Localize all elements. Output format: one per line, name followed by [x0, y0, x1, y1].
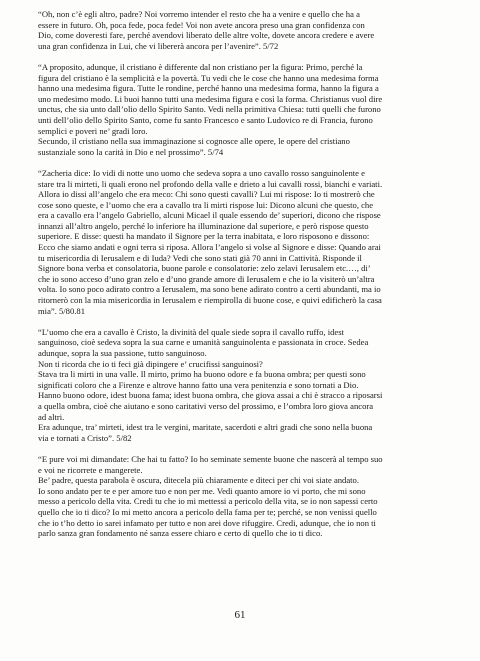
text-line: unti dell’olio dello Spirito Santo, come fu santo Francesco e santo Ludovico re di Francia, furono — [38, 114, 373, 125]
text-line: ritornerò con la mia misericordia in Ierusalem e riempirolla di buone cose, e quivi edificherò la casa — [38, 295, 382, 306]
text-line: Allora io dissi all’angelo che era meco: Chi sono questi cavalli? Lui mi rispose: Io ti mostrerò che — [38, 189, 375, 200]
text-line: Hanno buono odore, idest buona fama; idest buona ombra, che giova assai a chi è stracco a riposarsi — [38, 390, 383, 401]
page-number: 61 — [234, 609, 246, 621]
text-line: “Zacheria dice: Io vidi di notte uno uomo che sedeva sopra a uno cavallo rosso sanguinolente e — [38, 167, 365, 178]
text-line: Ecco che siamo andati e ogni terra si riposa. Allora l’angelo si volse al Signore e disse: Quando arai — [38, 242, 381, 253]
text-line: Be’ padre, questa parabola è oscura, ditecela più chiaramente e diteci per chi voi siate andato. — [38, 475, 360, 486]
text-line: ad altri. — [38, 411, 65, 422]
text-line: volta. Io sono poco adirato contro a Ierusalem, ma sono bene adirato contro a certi abundanti, ma io — [38, 284, 381, 295]
text-line: via e tornati a Cristo”. 5/82 — [38, 432, 132, 443]
text-line: semplici e poveri ne’ gradi loro. — [38, 125, 148, 136]
text-line: mia”. 5/80.81 — [38, 305, 86, 316]
text-line: era a cavallo era l’angelo Gabriello, alcuni Micael il quale essendo de’ superiori, dicono che rispose — [38, 210, 381, 221]
text-line: messo a pericolo della vita. Credi tu che io mi mettessi a pericolo della vita, se io non sapessi certo — [38, 496, 378, 507]
text-line: sustanziale sono la carità in Dio e nel prossimo”. 5/74 — [38, 146, 224, 157]
text-line: Signore bona verba et consolatoria, buone parole e consolatorie: zelo zelavi Ierusalem etc.…, di’ — [38, 263, 371, 274]
text-line: sanguinoso, cioè sedeva sopra la sua carne e umanità sanguinolenta e passionata in croce. Sedea — [38, 337, 369, 348]
text-body — [38, 9, 448, 539]
paragraph — [38, 9, 448, 51]
text-line: Non ti ricorda che io ti feci già dipingere e’ crucifissi sanguinosi? — [38, 358, 263, 369]
text-line: una gran confidenza in Lui, che vi libererà ancora per l’avenire”. 5/72 — [38, 40, 279, 51]
text-line: che io t’ho detto io sarei infamato per tutto e non arei dove rifuggire. Credi, adunque, che io non ti — [38, 517, 376, 528]
text-line: Era adunque, tra’ mirteti, idest tra le vergini, maritate, sacerdoti e altri gradi che sono nella buona — [38, 422, 373, 433]
text-line: unctus, che sia unto dall’olio dello Spirito Santo. Vedi nella primitiva Chiesa: tutti quelli che furono — [38, 104, 381, 115]
paragraph — [38, 62, 448, 157]
text-line: superiore. E disse: questi ha mandato il Signore per la terra inabitata, e loro risposono e dissono: — [38, 231, 370, 242]
text-line: significati coloro che a Firenze e altrove hanno fatto una vera penitenzia e sono tornati a Dio. — [38, 379, 359, 390]
text-line: uno medesimo modo. Li buoi hanno tutti una medesima figura e così la forma. Christianus vuol dire — [38, 93, 383, 104]
paragraph — [38, 168, 448, 316]
paragraph — [38, 454, 448, 539]
text-line: quello che io ti dico? Io mi metto ancora a pericolo della fama per te; perché, se non venissi quello — [38, 506, 377, 517]
text-line: “Oh, non c’è egli altro, padre? Noi vorremo intender el resto che ha a venire e quello che ha a — [38, 9, 360, 19]
text-line: cose sono queste, e l’uomo che era a cavallo tra li mirti rispose lui: Dicono alcuni che questo, che — [38, 199, 374, 210]
text-line: che io sono acceso d’uno gran zelo e d’uno grande amore di Ierusalem e che io la visiterò un’altra — [38, 273, 375, 284]
text-line: hanno una medesima figura. Tutte le rondine, perché hanno una medesima forma, hanno la figura a — [38, 83, 379, 94]
text-line: essere in futuro. Oh, poca fede, poca fede! Voi non avete ancora preso una gran confidenza con — [38, 19, 365, 30]
paragraph — [38, 327, 448, 444]
text-line: “A proposito, adunque, il cristiano è differente dal non cristiano per la figura: Primo, perché la — [38, 61, 363, 72]
text-line: Io sono andato per te e per amore tuo e non per me. Vedi quanto amore io vi porto, che mi sono — [38, 485, 366, 496]
text-line: e voi ne ricorrete e mangerete. — [38, 464, 143, 475]
text-line: Secundo, il cristiano nella sua immaginazione si cognosce alle opere, le opere del cristiano — [38, 136, 350, 147]
text-line: Dio, come doveresti fare, perché avendovi liberato delle altre volte, dovete ancora credere e avere — [38, 30, 375, 41]
text-line: Stava tra li mirti in una valle. Il mirto, primo ha buono odore e fa buona ombra; per questi sono — [38, 369, 366, 380]
text-line: “E pure voi mi dimandate: Che hai tu fatto? Io ho seminate semente buone che nascerà al tempo suo — [38, 453, 383, 464]
text-line: tu misericordia di Ierusalem e di Iuda? Vedi che sono stati già 70 anni in Cattività. Risponde il — [38, 252, 362, 263]
text-line: parlo sanza gran fondamento né sanza essere chiaro e certo di quello che io ti dico. — [38, 528, 323, 539]
text-line: stare tra li mirteti, li quali erono nel profondo della valle e drieto a lui cavalli rossi, bianchi e variati. — [38, 178, 383, 189]
text-line: “L’uomo che era a cavallo è Cristo, la divinità del quale siede sopra il cavallo ruffo, idest — [38, 326, 344, 337]
text-line: innanzi all’altro angelo, perché lo inferiore ha illuminazione dal superiore, e però rispose questo — [38, 220, 369, 231]
text-line: adunque, sopra la sua passione, tutto sanguinoso. — [38, 348, 207, 358]
text-line: figura del cristiano è la semplicità e la povertà. Tu vedi che le cose che hanno una medesima forma — [38, 72, 379, 83]
text-line: a quella ombra, cioè che aiutano e sono caritativi verso del prossimo, e l’ombra loro giova ancora — [38, 400, 374, 411]
